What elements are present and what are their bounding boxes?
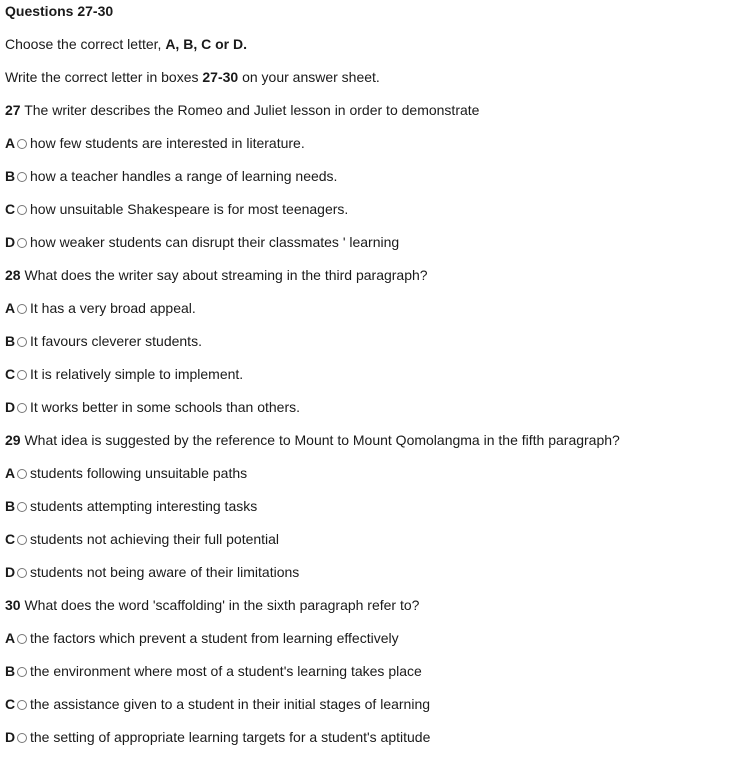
section-title: Questions 27-30 [5,3,114,19]
instruction-choose-text: Choose the correct letter, [5,36,166,52]
question-28 [5,264,725,297]
radio-button[interactable] [17,403,27,413]
radio-button[interactable] [17,238,27,248]
question-27 [5,99,725,132]
option-30-c[interactable] [5,693,725,726]
option-29-b[interactable] [5,495,725,528]
radio-button[interactable] [17,502,27,512]
question-30 [5,594,725,627]
option-27-b[interactable] [5,165,725,198]
question-number: 30 [5,597,21,613]
radio-button[interactable] [17,304,27,314]
option-letter: C [5,531,16,547]
option-letter: A [5,630,16,646]
option-letter: C [5,201,16,217]
radio-button[interactable] [17,634,27,644]
option-28-d[interactable] [5,396,725,429]
option-text: students not achieving their full potential [30,531,280,547]
option-30-d[interactable] [5,726,725,759]
option-text: how weaker students can disrupt their classmates ' learning [30,234,400,250]
option-30-a[interactable] [5,627,725,660]
radio-button[interactable] [17,205,27,215]
option-text: students attempting interesting tasks [30,498,258,514]
radio-button[interactable] [17,172,27,182]
option-letter: C [5,366,16,382]
option-28-a[interactable] [5,297,725,330]
option-text: It favours cleverer students. [30,333,202,349]
radio-button[interactable] [17,568,27,578]
option-letter: C [5,696,16,712]
question-number: 28 [5,267,21,283]
question-list [5,99,725,759]
option-text: the factors which prevent a student from learning effectively [30,630,399,646]
option-29-c[interactable] [5,528,725,561]
option-letter: D [5,399,16,415]
option-27-d[interactable] [5,231,725,264]
option-text: how unsuitable Shakespeare is for most teenagers. [30,201,349,217]
option-letter: D [5,234,16,250]
option-text: the setting of appropriate learning targets for a student's aptitude [30,729,431,745]
option-letter: B [5,168,16,184]
radio-button[interactable] [17,733,27,743]
option-letter: A [5,135,16,151]
option-27-c[interactable] [5,198,725,231]
radio-button[interactable] [17,469,27,479]
option-text: how few students are interested in literature. [30,135,305,151]
option-letter: B [5,333,16,349]
question-text: What does the word 'scaffolding' in the sixth paragraph refer to? [20,597,420,613]
question-text: What does the writer say about streaming in the third paragraph? [20,267,428,283]
question-29 [5,429,725,462]
option-letter: D [5,729,16,745]
option-letter: A [5,465,16,481]
option-text: the assistance given to a student in their initial stages of learning [30,696,431,712]
option-text: It has a very broad appeal. [30,300,196,316]
radio-button[interactable] [17,535,27,545]
option-text: students not being aware of their limitations [30,564,300,580]
instruction-choose-letters: A, B, C or D. [165,36,247,52]
option-28-c[interactable] [5,363,725,396]
question-number: 29 [5,432,21,448]
option-letter: B [5,498,16,514]
instruction-write-text: Write the correct letter in boxes [5,69,203,85]
radio-button[interactable] [17,370,27,380]
instruction-choose [5,33,725,66]
question-text: The writer describes the Romeo and Juliet lesson in order to demonstrate [20,102,480,118]
option-text: students following unsuitable paths [30,465,248,481]
question-text: What idea is suggested by the reference to Mount to Mount Qomolangma in the fifth paragraph? [20,432,620,448]
option-text: how a teacher handles a range of learning needs. [30,168,338,184]
option-text: It works better in some schools than others. [30,399,301,415]
radio-button[interactable] [17,139,27,149]
option-29-a[interactable] [5,462,725,495]
option-letter: A [5,300,16,316]
option-letter: D [5,564,16,580]
option-28-b[interactable] [5,330,725,363]
option-text: the environment where most of a student's learning takes place [30,663,422,679]
instruction-write [5,66,725,99]
instruction-write-range: 27-30 [202,69,239,85]
option-29-d[interactable] [5,561,725,594]
option-30-b[interactable] [5,660,725,693]
option-27-a[interactable] [5,132,725,165]
question-page [5,0,725,759]
radio-button[interactable] [17,667,27,677]
question-number: 27 [5,102,21,118]
option-text: It is relatively simple to implement. [30,366,244,382]
option-letter: B [5,663,16,679]
radio-button[interactable] [17,337,27,347]
radio-button[interactable] [17,700,27,710]
instruction-write-text-end: on your answer sheet. [238,69,380,85]
